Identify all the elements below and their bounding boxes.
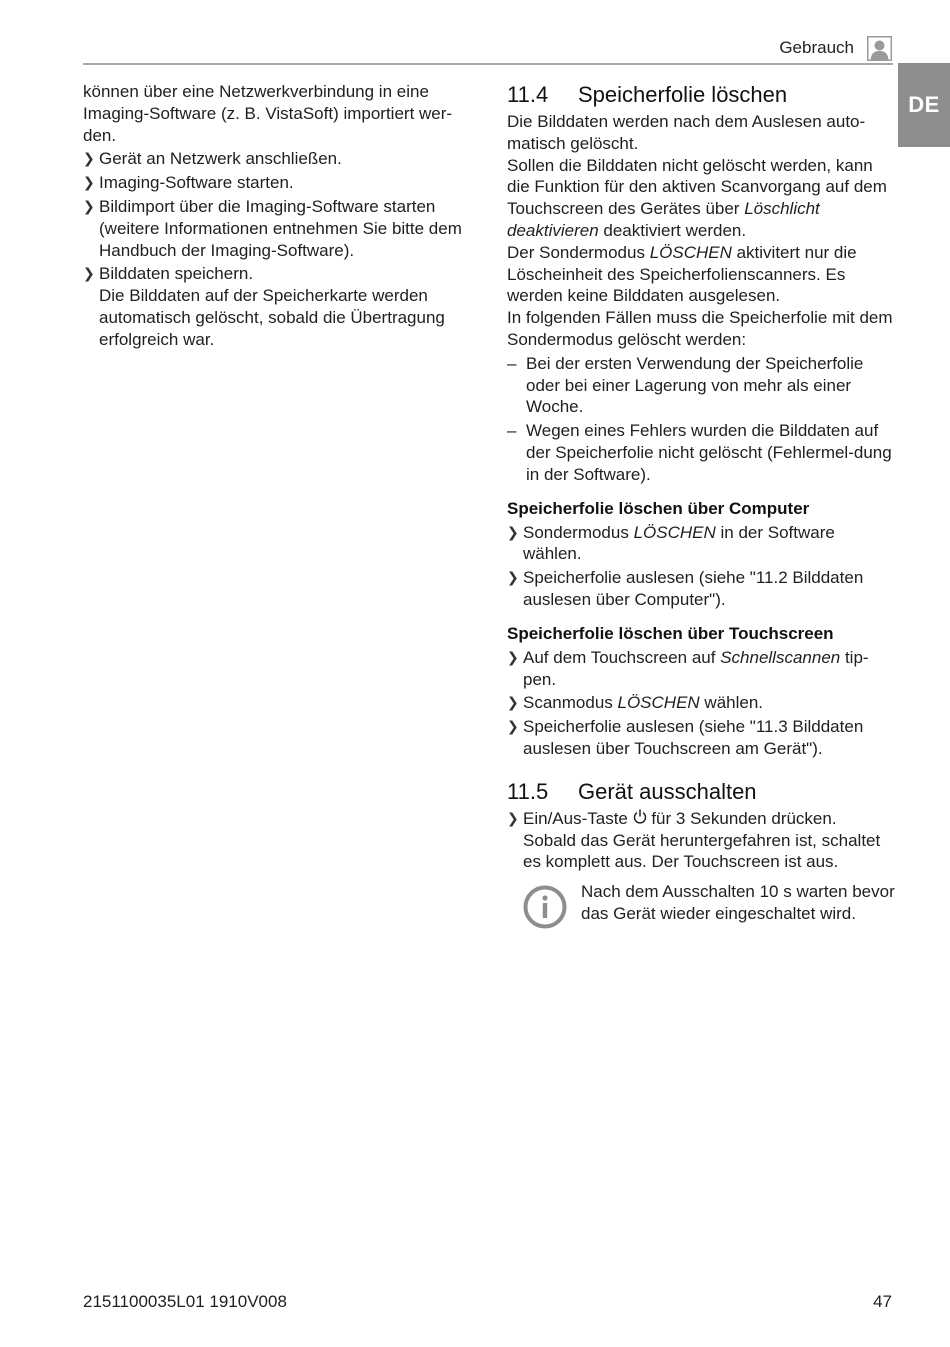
- section-title: Speicherfolie löschen: [578, 82, 788, 107]
- chevron-right-icon: ❯: [83, 197, 95, 214]
- list-item: [507, 420, 895, 485]
- section-number: 11.4: [507, 82, 549, 107]
- page-number: 47: [873, 1292, 892, 1311]
- header-divider: [83, 63, 893, 65]
- header-section-label: Gebrauch: [779, 38, 854, 57]
- intro-paragraph: können über eine Netzwerkverbindung in eine Imaging-Software (z. B. VistaSoft) importiert wer-den.: [83, 82, 453, 145]
- case-text: Wegen eines Fehlers wurden die Bilddaten auf der Speicherfolie nicht gelöscht (Fehlermel-dung in der Software).: [526, 421, 892, 484]
- chevron-right-icon: ❯: [507, 809, 519, 826]
- step-followup: Sobald das Gerät heruntergefahren ist, schaltet es komplett aus. Der Touchscreen ist aus.: [523, 830, 881, 872]
- step-text: Gerät an Netzwerk anschließen.: [99, 149, 342, 169]
- step-text: Bildimport über die Imaging-Software starten (weitere Informationen entnehmen Sie bitte dem Handbuch der Imaging-Software).: [99, 196, 462, 260]
- power-icon: [633, 809, 647, 825]
- list-item: [507, 567, 895, 611]
- list-item: ❯ Scanmodus LÖSCHEN wählen.: [507, 693, 764, 713]
- step-text: Speicherfolie auslesen (siehe "11.2 Bilddaten auslesen über Computer").: [523, 568, 864, 609]
- chevron-right-icon: ❯: [507, 718, 519, 735]
- chevron-right-icon: ❯: [507, 694, 519, 711]
- list-item: [83, 196, 468, 261]
- section-heading-11-4: [507, 81, 895, 109]
- left-column: [83, 81, 468, 351]
- paragraph: Die Bilddaten werden nach dem Auslesen auto-matisch gelöscht.: [507, 112, 866, 153]
- paragraph: In folgenden Fällen muss die Speicherfolie mit dem Sondermodus gelöscht werden:: [507, 308, 893, 349]
- chevron-right-icon: ❯: [83, 174, 95, 191]
- note-text: Nach dem Ausschalten 10 s warten bevor das Gerät wieder eingeschaltet wird.: [581, 882, 895, 923]
- list-item: [83, 172, 468, 194]
- section-title: Gerät ausschalten: [578, 778, 757, 804]
- paragraph: Der Sondermodus LÖSCHEN aktivitert nur die Löscheinheit des Speicherfolienscanners. Es werden keine Bilddaten ausgelesen.: [507, 242, 857, 306]
- case-text: Bei der ersten Verwendung der Speicherfolie oder bei einer Lagerung von mehr als einer Woche.: [526, 353, 864, 417]
- list-item: [83, 263, 468, 350]
- chevron-right-icon: ❯: [83, 265, 95, 282]
- paragraph: Sollen die Bilddaten nicht gelöscht werden, kann die Funktion für den aktiven Scanvorgang auf dem Touchscreen des Gerätes über Löschlicht deaktivieren deaktiviert werden.: [507, 155, 887, 240]
- list-item: ❯ Sondermodus LÖSCHEN in der Software wählen.: [507, 522, 835, 564]
- subheading-computer: Speicherfolie löschen über Computer: [507, 498, 810, 518]
- chevron-right-icon: ❯: [83, 150, 95, 167]
- person-icon: [867, 36, 892, 61]
- section-number: 11.5: [507, 778, 549, 804]
- list-item: ❯ Auf dem Touchscreen auf Schnellscannen tip-pen.: [507, 647, 869, 689]
- step-text: Imaging-Software starten.: [99, 173, 294, 193]
- list-item: [507, 716, 895, 760]
- subheading-touchscreen: Speicherfolie löschen über Touchscreen: [507, 623, 834, 643]
- dash-bullet: –: [507, 421, 517, 441]
- language-tab: DE: [898, 63, 950, 147]
- chevron-right-icon: ❯: [507, 569, 519, 586]
- step-followup: Die Bilddaten auf der Speicherkarte werden automatisch gelöscht, sobald die Übertragung erfolgreich war.: [99, 286, 445, 349]
- list-item: [507, 353, 895, 418]
- list-item: [83, 148, 468, 170]
- chevron-right-icon: ❯: [507, 523, 519, 540]
- info-note: [507, 881, 895, 925]
- step-text: Speicherfolie auslesen (siehe "11.3 Bilddaten auslesen über Touchscreen am Gerät").: [523, 717, 864, 758]
- info-icon: [523, 885, 567, 935]
- step-text: Bilddaten speichern.: [99, 264, 254, 284]
- list-item: ❯ Ein/Aus-Taste für 3 Sekunden drücken. Sobald das Gerät heruntergefahren ist, schaltet es komplett aus. Der Touchscreen ist aus.: [507, 808, 895, 873]
- dash-bullet: –: [507, 353, 517, 373]
- chevron-right-icon: ❯: [507, 648, 519, 665]
- section-heading-11-5: [507, 778, 895, 806]
- right-column: [507, 81, 895, 925]
- document-number: 2151100035L01 1910V008: [83, 1292, 287, 1311]
